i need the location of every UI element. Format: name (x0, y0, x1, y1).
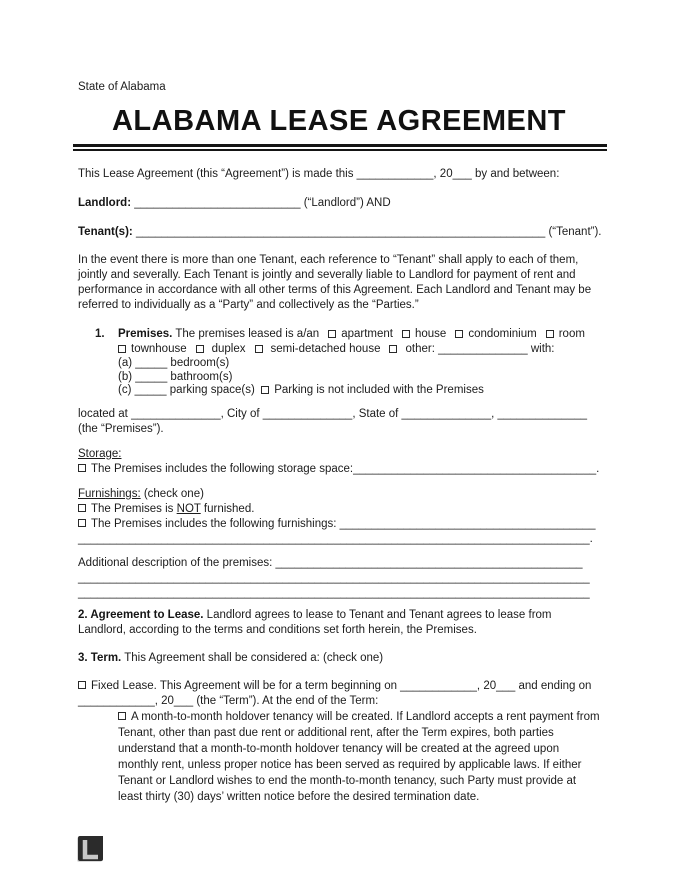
checkbox-other-icon[interactable] (389, 345, 397, 353)
storage-heading: Storage: (78, 447, 122, 460)
premises-option-house[interactable]: house (402, 328, 446, 340)
furnishings-blank[interactable]: The Premises includes the following furnishings: ________________________________________ (91, 517, 596, 530)
checkbox-parking-not-included-icon[interactable] (261, 386, 269, 394)
not-emphasis: NOT (176, 502, 201, 515)
checkbox-duplex-icon[interactable] (196, 345, 204, 353)
checkbox-fixed-lease-icon[interactable] (78, 681, 86, 689)
checkbox-townhouse-icon[interactable] (118, 345, 126, 353)
tenant-blank[interactable]: ________________________________________________________________ (“Tenant”). (135, 226, 602, 238)
premises-title: Premises. (118, 328, 173, 340)
bathrooms-line[interactable]: (b) _____ bathroom(s) (118, 370, 233, 383)
checkbox-apartment-icon[interactable] (328, 330, 336, 338)
bedrooms-line[interactable]: (a) _____ bedroom(s) (118, 357, 230, 369)
agreement-to-lease-paragraph: 2. Agreement to Lease. Landlord agrees to lease to Tenant and Tenant agrees to lease from Landlord, according to the terms and conditions set forth herein, the Premises. (78, 608, 552, 636)
parking-blank[interactable]: (c) _____ parking space(s) (118, 384, 255, 396)
premises-option-room[interactable]: room (546, 328, 585, 340)
furnishings-heading: Furnishings: (78, 487, 141, 500)
parking-note: Parking is not included with the Premises (274, 384, 484, 396)
checkbox-furnishings-icon[interactable] (78, 519, 86, 527)
additional-blank-line-1[interactable]: ________________________________________________________________________________ (78, 571, 590, 584)
agreement-to-lease-title: 2. Agreement to Lease. (78, 608, 204, 621)
furnishings-blank-line[interactable]: ________________________________________________________________________________. (78, 532, 593, 545)
checkbox-not-furnished-icon[interactable] (78, 504, 86, 512)
premises-option-condominium[interactable]: condominium (455, 328, 536, 340)
not-furnished-line: The Premises is NOT furnished. (78, 502, 600, 517)
with-label: with: (530, 343, 555, 355)
located-at-line[interactable]: located at ______________, City of ______________, State of ______________, ______________ (78, 407, 588, 420)
holdover-clause (118, 709, 600, 805)
additional-description-line[interactable]: Additional description of the premises: ________________________________________________ (78, 556, 583, 569)
fixed-lease-text[interactable]: Fixed Lease. This Agreement will be for a term beginning on ____________, 20___ and ending on (91, 679, 592, 692)
other-blank[interactable]: other: ______________ (405, 343, 528, 355)
checkbox-storage-icon[interactable] (78, 464, 86, 472)
premises-option-townhouse[interactable]: townhouse (118, 343, 187, 355)
premises-section (78, 327, 600, 398)
fixed-lease-line-2[interactable]: ____________, 20___ (the “Term”). At the end of the Term: (78, 694, 379, 707)
page-title: ALABAMA LEASE AGREEMENT (111, 105, 567, 137)
premises-lead: The premises leased is a/an (175, 328, 320, 340)
landlord-line (78, 196, 600, 211)
term-title: 3. Term. (78, 651, 122, 664)
premises-option-duplex[interactable]: duplex (196, 343, 246, 355)
premises-option-semi-detached[interactable]: semi-detached house (255, 343, 381, 355)
landlord-blank[interactable]: __________________________ (“Landlord”) AND (134, 197, 391, 209)
holdover-text: A month-to-month holdover tenancy will be created. If Landlord accepts a rent payment from Tenant, other than past due rent or additional rent, after the Term expires, both parties understand that a month-to-month holdover tenancy will be created at the agreed upon monthly rent, unless proper notice has been served as required by applicable laws. If either Tenant or Landlord wishes to end the month-to-month tenancy, such Party must provide at least thirty (30) days’ written notice before the desired termination date. (118, 710, 600, 803)
checkbox-house-icon[interactable] (402, 330, 410, 338)
premises-defined-line: (the “Premises”). (78, 422, 164, 435)
tenant-label: Tenant(s): (78, 226, 133, 238)
furnishings-included-line (78, 517, 600, 532)
premises-type-row2 (118, 342, 600, 357)
premises-option-other[interactable] (389, 343, 527, 355)
premises-option-apartment[interactable]: apartment (328, 328, 393, 340)
tenant-line (78, 225, 600, 240)
checkbox-condominium-icon[interactable] (455, 330, 463, 338)
storage-option-line (78, 462, 600, 477)
additional-blank-line-2[interactable]: ________________________________________________________________________________ (78, 586, 590, 599)
joint-severally-paragraph: In the event there is more than one Tenant, each reference to “Tenant” shall apply to each of them, jointly and severally. Each Tenant is jointly and severally liable to Landlord for payment of rent and performance in accordance with all other terms of this Agreement. Each Landlord and Tenant may be referred to individually as a “Party” and collectively as the “Parties.” (78, 254, 592, 311)
state-label: State of Alabama (78, 81, 166, 93)
checkbox-room-icon[interactable] (546, 330, 554, 338)
storage-blank[interactable]: The Premises includes the following storage space:______________________________________. (91, 462, 600, 475)
title-divider (73, 144, 607, 151)
furnishings-heading-line: Furnishings: (check one) (78, 487, 204, 500)
checkbox-holdover-icon[interactable] (118, 712, 126, 720)
checkbox-semi-detached-icon[interactable] (255, 345, 263, 353)
premises-number: 1. (95, 328, 105, 340)
premises-type-row1 (118, 327, 600, 342)
made-date-line: This Lease Agreement (this “Agreement”) is made this ____________, 20___ by and between: (78, 168, 560, 180)
legal-templates-logo-icon (76, 836, 103, 863)
landlord-label: Landlord: (78, 197, 132, 209)
parking-line (118, 384, 600, 398)
fixed-lease-line (78, 679, 600, 694)
term-heading-line: 3. Term. This Agreement shall be considered a: (check one) (78, 651, 384, 664)
